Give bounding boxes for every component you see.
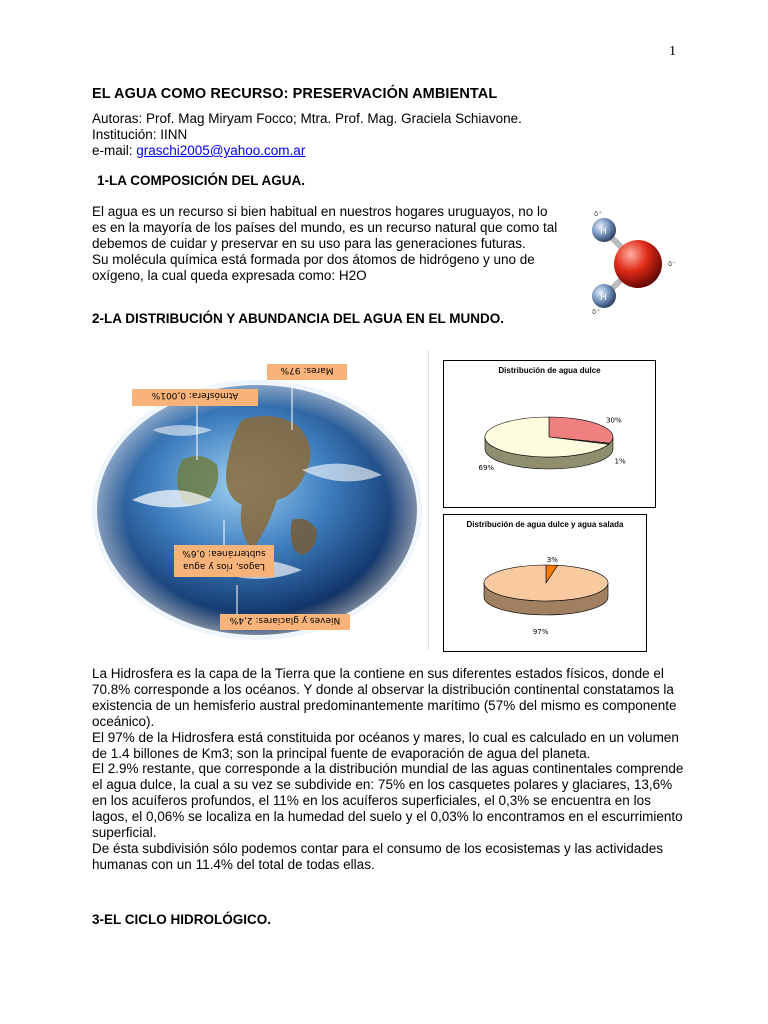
chart2-label-3: 3% — [546, 556, 558, 565]
paragraph-oceanos: El 97% de la Hidrosfera está constituida por océanos y mares, lo cual es calculado en un volumen de 1.4 billones de Km3; son la principal fuente de evaporación de agua del planeta. — [92, 729, 679, 761]
section2-paragraphs — [92, 666, 688, 873]
chart1-title: Distribución de agua dulce — [498, 366, 601, 375]
chart-agua-dulce — [443, 360, 656, 508]
authors-line: Autoras: Prof. Mag Miryam Focco; Mtra. Prof. Mag. Graciela Schiavone. — [92, 111, 522, 126]
label-nieves: Nieves y glaciares: 2,4% — [229, 615, 341, 625]
document-title: EL AGUA COMO RECURSO: PRESERVACIÓN AMBIENTAL — [92, 86, 498, 102]
delta-plus-top: δ⁺ — [594, 210, 602, 218]
email-line — [92, 143, 522, 159]
chart-agua-dulce-salada — [443, 514, 647, 652]
delta-plus-bottom: δ⁺ — [592, 308, 600, 316]
section1-text-2: Su molécula química está formada por dos átomos de hidrógeno y uno de oxígeno, la cual queda expresada como: H2O — [92, 251, 535, 283]
figure-divider — [428, 350, 429, 650]
section1-heading: 1-LA COMPOSICIÓN DEL AGUA. — [97, 173, 306, 188]
paragraph-hidrosfera: La Hidrosfera es la capa de la Tierra que la contiene en sus diferentes estados físicos, donde el 70.8% corresponde a los océanos. Y donde al observar la distribución continental constatamos la existencia de un hemisferio austral predominantemente marítimo (57% del mismo es componente oceánico). — [92, 666, 677, 729]
label-lagos-1: Lagos, ríos y agua — [182, 561, 266, 571]
email-label: e-mail: — [92, 143, 137, 158]
section1-paragraph — [92, 204, 562, 284]
label-lagos-2: subterránea: 0,6% — [182, 548, 266, 558]
pie-slice-1 — [484, 565, 608, 601]
paragraph-subdivision: De ésta subdivisión sólo podemos contar para el consumo de los ecosistemas y las actividades humanas con un 11.4% del total de todas ellas. — [92, 840, 664, 872]
paragraph-agua-dulce: El 2.9% restante, que corresponde a la distribución mundial de las aguas continentales comprende el agua dulce, la cual a su vez se subdivide en: 75% en los casquetes polares y glaciares, 13,6% en los acuíferos profundos, el 11% en los acuíferos superficiales, el 0,3% se encuentra en los lagos, el 0,06% se localiza en la humedad del suelo y el 0,03% lo encontramos en el escurrimiento superficial. — [92, 761, 684, 841]
section1-text: El agua es un recurso si bien habitual en nuestros hogares uruguayos, no lo es en la mayoría de los países del mundo, es un recurso natural que como tal debemos de cuidar y preservar en su uso para las generaciones futuras. — [92, 204, 558, 251]
email-link[interactable]: graschi2005@yahoo.com.ar — [136, 143, 306, 158]
authors-block — [92, 111, 522, 159]
h-label-top: H — [600, 227, 607, 237]
chart1-label-69: 69% — [478, 463, 495, 472]
chart1-label-1: 1% — [614, 457, 626, 466]
chart2-title: Distribución de agua dulce y agua salada — [466, 520, 624, 529]
chart1-label-30: 30% — [606, 416, 622, 425]
label-mares: Mares: 97% — [280, 365, 334, 375]
earth-distribution-image — [92, 350, 422, 650]
delta-minus: δ⁻ — [668, 260, 676, 268]
chart1-svg — [444, 361, 655, 507]
chart2-label-97: 97% — [532, 627, 549, 636]
section3-heading: 3-EL CICLO HIDROLÓGICO. — [92, 912, 272, 927]
institution-line: Institución: IINN — [92, 127, 188, 142]
h-label-bottom: H — [600, 293, 607, 303]
section2-heading: 2-LA DISTRIBUCIÓN Y ABUNDANCIA DEL AGUA EN EL MUNDO. — [92, 311, 505, 326]
chart2-svg — [444, 515, 646, 651]
water-molecule-image — [576, 206, 686, 316]
label-atmosfera: Atmósfera: 0,001% — [151, 390, 239, 400]
oxygen-atom — [614, 240, 662, 288]
page-number: 1 — [669, 44, 676, 59]
